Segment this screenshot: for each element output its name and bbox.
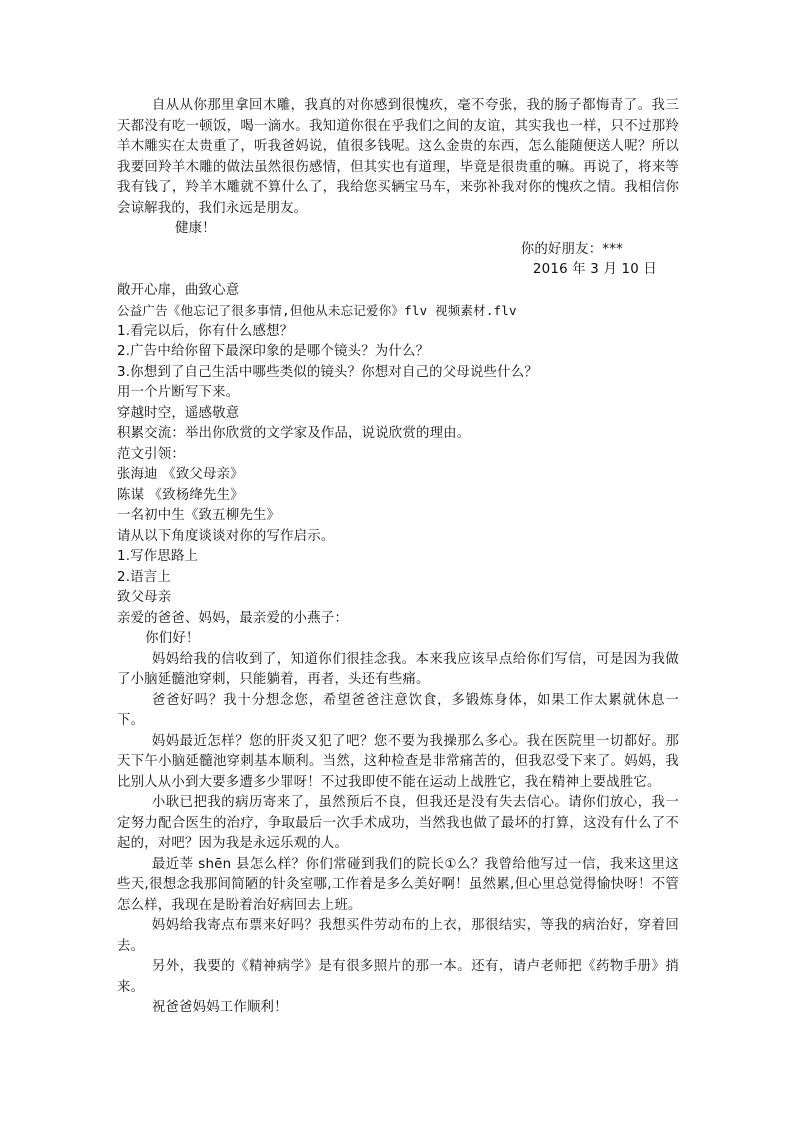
question-2: 2.广告中给你留下最深印象的是哪个镜头？为什么？: [117, 344, 430, 359]
letter-one-body: 自从从你那里拿回木雕，我真的对你感到很愧疚，毫不夸张，我的肠子都悔青了。我三天都没有吃一顿饭，喝一滴水。我知道你很在乎我们之间的友谊，其实我也一样，只不过那羚羊木雕实在太贵重了，听我爸妈说，值很多钱呢。这么金贵的东西，怎么能随便送人呢？所以我要回羚羊木雕的做法虽然很伤感情，但其实也有道理，毕竟是很贵重的嘛。再说了，将来等我有钱了，羚羊木雕就不算什么了，我给您买辆宝马车，来弥补我对你的愧疚之情。我相信你会谅解我的，我们永远是朋友。: [117, 98, 679, 216]
example-item-3: 一名初中生《致五柳先生》: [117, 508, 281, 523]
example-item-1: 张海迪 《致父母亲》: [117, 467, 244, 482]
example-heading: 范文引领：: [117, 446, 185, 462]
document-page: [117, 96, 679, 1019]
angle-prompt: 请从以下角度谈谈对你的写作启示。: [117, 528, 335, 544]
question-1: 1.看完以后，你有什么感想？: [117, 323, 294, 339]
letter-one-signature: 你的好朋友：***: [520, 241, 623, 257]
letter-one-closing: 健康！: [175, 221, 216, 236]
writing-task: 用一个片断写下来。: [117, 385, 240, 400]
letter-two-salutation: 亲爱的爸爸、妈妈，最亲爱的小燕子：: [117, 610, 349, 626]
letter-two-paragraph: 妈妈最近怎样？您的肝炎又犯了吧？您不要为我操那么多心。我在医院里一切都好。那天下午小脑延髓池穿刺基本顺利。当然，这种检查是非常痛苦的，但我忍受下来了。妈妈，我比别人从小到大要多遭多少罪呀！不过我即使不能在运动上战胜它，我在精神上要战胜它。: [117, 733, 679, 790]
exchange-prompt: 积累交流：举出你欣赏的文学家及作品，说说欣赏的理由。: [117, 426, 471, 441]
letter-two-wish: 祝爸爸妈妈工作顺利！: [151, 1000, 288, 1015]
letter-two-paragraph: 最近莘 shēn 县怎么样？你们常碰到我们的院长①么？我曾给他写过一信，我来这里这些天,很想念我那间简陋的针灸室哪,工作着是多么美好啊！虽然累,但心里总觉得愉快呀！不管怎么样，我现在是盼着治好病回去上班。: [117, 856, 679, 913]
letter-two-paragraph: 妈妈给我的信收到了，知道你们很挂念我。本来我应该早点给你们写信，可是因为我做了小脑延髓池穿刺，只能躺着，再者，头还有些痛。: [117, 651, 679, 687]
angle-item-1: 1.写作思路上: [117, 549, 199, 564]
section-title-through-time: 穿越时空，遥感敬意: [117, 405, 240, 421]
example-item-2: 陈谋 《致杨绛先生》: [117, 487, 244, 503]
letter-two-title: 致父母亲: [117, 590, 172, 605]
letter-two-paragraph: 另外，我要的《精神病学》是有很多照片的那一本。还有，请卢老师把《药物手册》捎来。: [117, 959, 679, 995]
letter-two-paragraph: 爸爸好吗？我十分想念您，希望爸爸注意饮食，多锻炼身体，如果工作太累就休息一下。: [117, 692, 679, 728]
letter-two-paragraph: 妈妈给我寄点布票来好吗？我想买件劳动布的上衣，那很结实，等我的病治好，穿着回去。: [117, 918, 679, 954]
letter-two-paragraph: 小耿已把我的病历寄来了，虽然预后不良，但我还是没有失去信心。请你们放心，我一定努力配合医生的治疗，争取最后一次手术成功，当然我也做了最坏的打算，这没有什么了不起的，对吧？因为我是永远乐观的人。: [117, 795, 679, 851]
letter-two-greeting: 你们好！: [145, 631, 200, 646]
video-material-line: 公益广告《他忘记了很多事情,但他从未忘记爱你》flv 视频素材.flv: [117, 303, 517, 318]
section-title-open-heart: 敞开心扉，曲致心意: [117, 282, 240, 298]
letter-one-date: 2016 年 3 月 10 日: [532, 262, 657, 277]
angle-item-2: 2.语言上: [117, 569, 171, 585]
question-3: 3.你想到了自己生活中哪些类似的镜头？你想对自己的父母说些什么？: [117, 364, 538, 380]
